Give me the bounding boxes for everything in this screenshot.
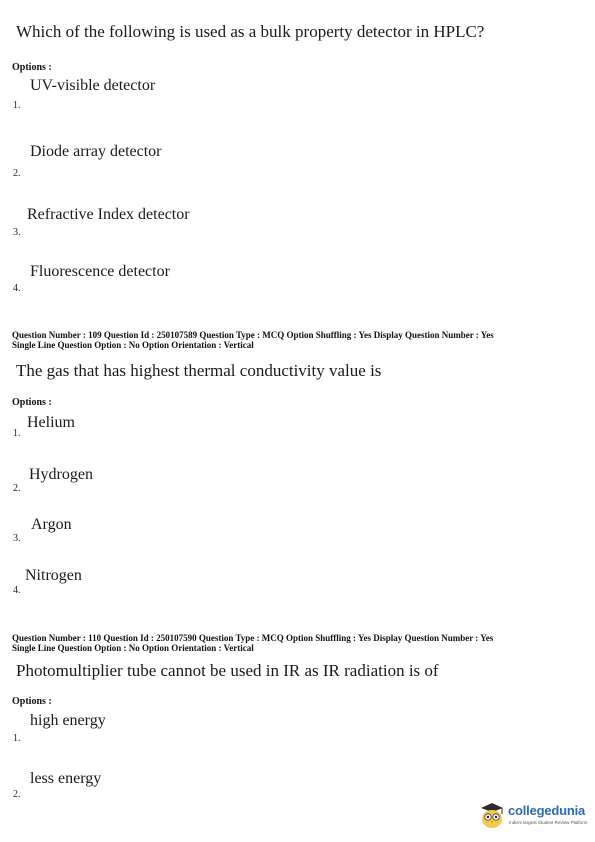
question-text: The gas that has highest thermal conductivity value is <box>16 361 382 380</box>
options-label: Options : <box>12 696 52 707</box>
option-number: 4. <box>13 283 21 294</box>
option-number: 1. <box>13 428 21 439</box>
option-number: 2. <box>13 168 21 179</box>
options-label: Options : <box>12 397 52 408</box>
option-number: 1. <box>13 100 21 111</box>
option-text: Nitrogen <box>25 567 82 584</box>
option-text: less energy <box>30 770 102 787</box>
collegedunia-logo <box>478 798 590 834</box>
question-meta-line: Single Line Question Option : No Option Orientation : Vertical <box>12 340 254 350</box>
option-text: Fluorescence detector <box>30 263 170 280</box>
logo-brand-text: collegedunia <box>508 803 586 818</box>
question-meta-line: Question Number : 110 Question Id : 250107590 Question Type : MCQ Option Shuffling : Yes Display Question Number : Yes <box>12 633 494 643</box>
option-number: 3. <box>13 533 21 544</box>
question-text: Photomultiplier tube cannot be used in IR as IR radiation is of <box>16 661 439 680</box>
option-number: 2. <box>13 483 21 494</box>
option-text: Diode array detector <box>30 143 162 160</box>
owl-mascot-icon <box>478 800 506 830</box>
logo-tagline: India's largest Student Review Platform <box>509 820 588 825</box>
option-number: 2. <box>13 789 21 800</box>
option-text: Refractive Index detector <box>27 206 190 223</box>
option-text: high energy <box>30 712 106 729</box>
option-text: UV-visible detector <box>30 77 156 94</box>
option-number: 1. <box>13 733 21 744</box>
option-text: Hydrogen <box>29 466 93 483</box>
question-text: Which of the following is used as a bulk property detector in HPLC? <box>16 22 485 41</box>
question-meta-line: Question Number : 109 Question Id : 250107589 Question Type : MCQ Option Shuffling : Yes Display Question Number : Yes <box>12 330 494 340</box>
option-text: Helium <box>27 414 75 431</box>
option-number: 4. <box>13 585 21 596</box>
options-label: Options : <box>12 62 52 73</box>
question-meta-line: Single Line Question Option : No Option Orientation : Vertical <box>12 643 254 653</box>
option-number: 3. <box>13 227 21 238</box>
option-text: Argon <box>31 516 72 533</box>
